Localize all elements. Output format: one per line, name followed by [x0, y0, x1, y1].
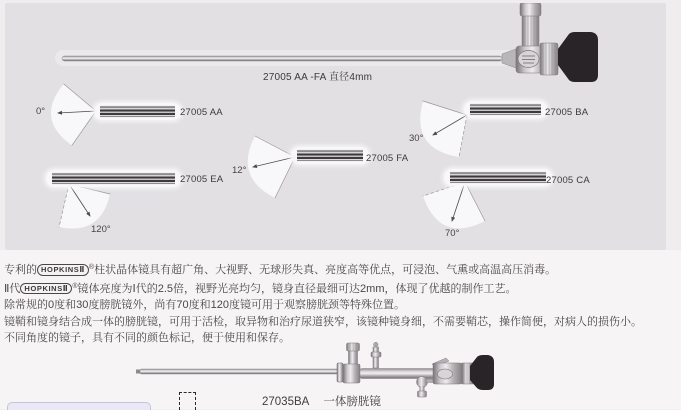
telescope-segment-ba [464, 101, 547, 118]
registered-mark: ® [72, 282, 78, 290]
cystoscope-model: 27035BA [262, 396, 310, 408]
eyepiece-cup [470, 355, 494, 390]
fan-0deg [51, 84, 96, 145]
cystoscope-label [262, 393, 381, 409]
model-label-fa: 27005 FA [366, 153, 409, 164]
telescope-shaft [62, 56, 502, 61]
hopkins-brand-logo: HOPKINSⅡ [37, 264, 89, 276]
line1-suffix: 柱状晶体镜具有超广角、大视野、无球形失真、亮度高等优点，可浸泡、气熏或高温高压消毒。 [94, 264, 557, 276]
description-text-block [4, 260, 680, 347]
karl-storz-badge [518, 51, 539, 68]
tube-graphic [52, 172, 175, 185]
angle-label-0deg: 0° [36, 106, 46, 117]
tube-graphic [470, 103, 541, 116]
description-line-5: 不同角度的镜子，具有不同的颜色标记，便于使用和保存。 [4, 332, 290, 344]
stopcock-cap-knurl [347, 343, 360, 351]
tube-graphic [450, 171, 546, 184]
fan-120deg [59, 184, 110, 229]
fan-70deg [423, 182, 485, 228]
lower-stopcock [417, 377, 428, 388]
description-line-1 [4, 260, 680, 279]
description-line-2 [4, 279, 680, 298]
angle-label-30deg: 30° [409, 133, 424, 144]
valve-stem [373, 347, 379, 368]
cystoscope-body [136, 342, 494, 397]
endoscope-diagram [5, 3, 666, 250]
inlet-block [343, 364, 360, 383]
model-label-ca: 27005 CA [546, 175, 590, 186]
telescope-segment-aa [94, 103, 181, 120]
telescope-segment-fa [291, 147, 369, 164]
cystoscope-name: 一体膀胱镜 [323, 396, 381, 408]
model-label-aa: 27005 AA [180, 107, 223, 118]
light-post-knurl [522, 11, 539, 49]
eyepiece-cup [558, 32, 598, 82]
light-post-cap [520, 3, 541, 16]
telescope-segment-ca [444, 169, 552, 186]
karl-storz-badge [438, 369, 453, 379]
telescope-segment-ea [46, 170, 181, 187]
line2-prefix: Ⅱ代 [4, 282, 21, 295]
knurled-ring-texture [540, 43, 558, 75]
model-label-ba: 27005 BA [545, 107, 589, 118]
angle-label-120deg: 120° [91, 224, 111, 235]
main-scope-label: 27005 AA -FA 直径4mm [263, 72, 373, 83]
model-label-ea: 27005 EA [180, 174, 224, 185]
hopkins-brand-logo: HOPKINSⅡ [20, 283, 72, 295]
line2-suffix: 镜体亮度为Ⅰ代的2.5倍，视野光亮均匀，镜身直径最细可达2mm，体现了优越的制作工艺。 [77, 282, 517, 295]
angle-label-70deg: 70° [445, 228, 460, 239]
description-line-4: 镜鞘和镜身结合成一体的膀胱镜，可用于活检，取异物和治疗尿道狭窄，该镜种镜身细，不需要鞘芯，操作简便，对病人的损伤小。 [4, 315, 642, 328]
stopcock-stem-lower [420, 386, 425, 391]
description-line-3: 除常规的0度和30度膀胱镜外，尚有70度和120度镜可用于观察膀胱颈等特殊位置。 [4, 299, 405, 311]
fan-12deg [248, 136, 295, 198]
product-illustration-panel [5, 3, 666, 250]
selection-marquee [179, 392, 196, 410]
registered-mark: ® [88, 264, 95, 271]
shaft-flange [337, 363, 343, 382]
valve-cap [371, 352, 381, 357]
line1-prefix: 专利的 [4, 264, 37, 276]
luer-tip [418, 391, 427, 397]
angle-label-12deg: 12° [232, 165, 247, 176]
cystoscope-shaft [140, 369, 344, 374]
valve-tip [374, 342, 378, 346]
tube-graphic [100, 105, 175, 118]
tube-graphic [297, 149, 363, 162]
